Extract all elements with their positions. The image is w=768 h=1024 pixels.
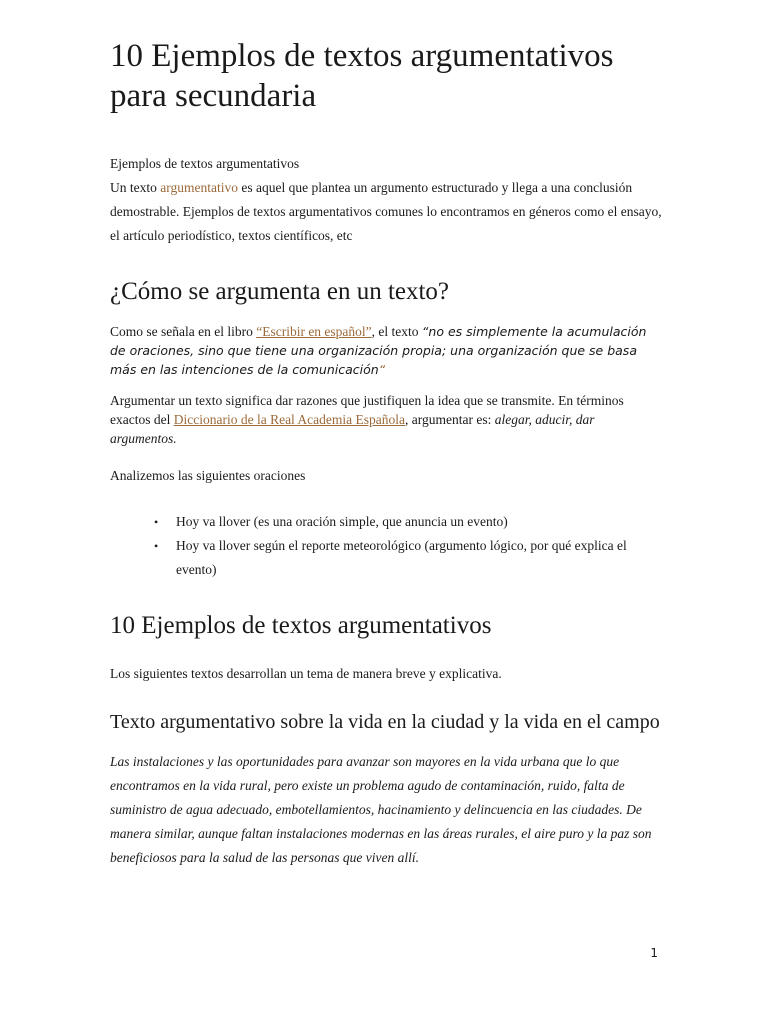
section-heading-ejemplos: 10 Ejemplos de textos argumentativos	[110, 612, 492, 639]
subheading-ciudad-campo: Texto argumentativo sobre la vida en la ciudad y la vida en el campo	[110, 711, 660, 733]
page-number: 1	[650, 946, 658, 960]
intro-paragraph	[110, 176, 662, 248]
section2-paragraph-1: Los siguientes textos desarrollan un tema de manera breve y explicativa.	[110, 666, 502, 681]
s1p1-quote: “no es simplemente la acumulación de oraciones, sino que tiene una organización propia; una organización que se basa más en las intenciones de la comunicación	[110, 324, 647, 377]
list-item: • Hoy va llover según el reporte meteorológico (argumento lógico, por qué explica el evento)	[176, 534, 662, 582]
argumentativo-link[interactable]: argumentativo	[160, 180, 238, 195]
list-item: • Hoy va llover (es una oración simple, que anuncia un evento)	[176, 510, 662, 534]
section1-paragraph-1	[110, 322, 662, 379]
intro-subtitle: Ejemplos de textos argumentativos	[110, 156, 300, 171]
intro-text-end: es aquel que plantea un argumento estructurado y llega a una conclusión demostrable. Ejemplos de textos argumentativos comunes lo encontramos en géneros como el ensayo, el artículo periodístico, textos científicos, etc	[110, 180, 662, 243]
s1p1-text-mid: , el texto	[371, 324, 422, 339]
s1p2-text-start: Argumentar un texto significa dar razones que justifiquen la idea que se transmite. En términos exactos del	[110, 393, 624, 427]
s1p1-text-start: Como se señala en el libro	[110, 324, 257, 339]
example-sentences-list	[110, 510, 662, 582]
s1p2-italic: alegar, aducir, dar argumentos.	[110, 412, 595, 446]
s1p2-text-mid: , argumentar es:	[405, 412, 495, 427]
diccionario-rae-link[interactable]: Diccionario de la Real Academia Española	[173, 412, 406, 427]
section1-paragraph-3: Analizemos las siguientes oraciones	[110, 468, 306, 483]
section1-paragraph-2	[110, 391, 662, 448]
section-heading-como-argumenta: ¿Cómo se argumenta en un texto?	[110, 278, 450, 305]
escribir-en-espanol-link[interactable]: “Escribir en español”	[256, 324, 372, 339]
intro-text-start: Un texto	[110, 180, 161, 195]
page-title: 10 Ejemplos de textos argumentativos para secundaria	[110, 38, 614, 114]
example-text-ciudad-campo: Las instalaciones y las oportunidades para avanzar son mayores en la vida urbana que lo que encontramos en la vida rural, pero existe un problema agudo de contaminación, ruido, falta de suministro de agua adecuado, embotellamientos, hacinamiento y delincuencia en las ciudades. De manera similar, aunque faltan instalaciones modernas en las áreas rurales, el aire puro y la paz son beneficiosos para la salud de las personas que viven allí.	[110, 754, 652, 865]
s1p1-quote-end: “	[378, 362, 386, 377]
document-page	[110, 36, 662, 870]
